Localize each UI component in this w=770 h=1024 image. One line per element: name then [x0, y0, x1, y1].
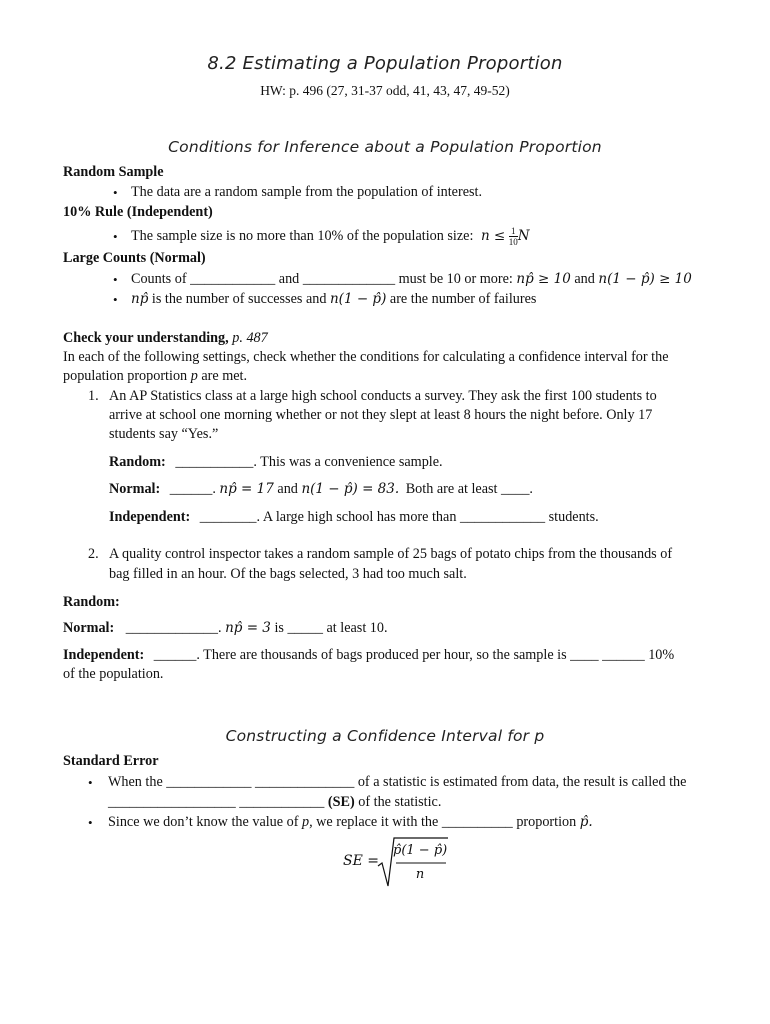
ten-percent-fraction	[509, 226, 518, 247]
q1-random	[109, 453, 443, 472]
q1-normal-math-1: np̂ = 17	[219, 481, 274, 497]
q1-line-3: students say “Yes.”	[109, 426, 219, 442]
intro-p: p	[190, 368, 198, 384]
q2-independent-line-2: of the population.	[63, 666, 164, 682]
q2-normal	[63, 619, 388, 638]
check-heading	[63, 329, 268, 348]
se-bullet-2-text-b: we replace it with the __________ proportion	[316, 814, 577, 830]
large-counts-text: Counts of ____________ and _____________ must be 10 or more:	[131, 271, 513, 287]
q1-independent	[109, 508, 599, 527]
fraction-numerator: 1	[509, 226, 518, 237]
q2-random-label: Random:	[63, 594, 120, 610]
se-bullet-2-p: p,	[301, 814, 313, 830]
q2-independent	[63, 646, 674, 665]
intro-text-end: are met.	[201, 368, 248, 384]
q1-normal-label: Normal:	[109, 481, 161, 497]
q2-independent-text: ______. There are thousands of bags produced per hour, so the sample is ____ ______ 10%	[153, 647, 675, 663]
ten-percent-bullet	[131, 226, 530, 247]
large-counts-bullet-2	[131, 290, 536, 309]
bullet-icon: •	[88, 815, 93, 830]
q1-random-text: ___________. This was a convenience sample.	[175, 454, 443, 470]
q2-line-1: A quality control inspector takes a random sample of 25 bags of potato chips from the thousands of	[109, 546, 673, 562]
successes-math: np̂	[131, 291, 149, 307]
bullet-icon: •	[88, 775, 93, 790]
standard-error-label: Standard Error	[63, 753, 159, 769]
q1-independent-label: Independent:	[109, 509, 191, 525]
formula-denominator: n	[415, 867, 425, 882]
random-sample-bullet: The data are a random sample from the population of interest.	[131, 184, 483, 200]
large-counts-math-1: np̂ ≥ 10	[516, 271, 571, 287]
q2-normal-label: Normal:	[63, 620, 115, 636]
ten-percent-math-N: N	[517, 227, 530, 244]
bullet-icon: •	[113, 229, 118, 244]
q1-independent-text: ________. A large high school has more than	[199, 509, 457, 525]
se-bullet-2-phat: p̂.	[579, 814, 593, 830]
q1-line-1: An AP Statistics class at a large high school conducts a survey. They ask the first 100 students to	[109, 388, 657, 404]
check-intro-line-1: In each of the following settings, check whether the conditions for calculating a confidence interval for the	[63, 349, 669, 365]
bullet-icon: •	[113, 272, 118, 287]
constructing-heading: Constructing a Confidence Interval for p	[225, 727, 545, 745]
se-blanks: __________________ ____________	[108, 794, 325, 810]
conditions-heading: Conditions for Inference about a Population Proportion	[168, 138, 602, 156]
q2-normal-text: is _____ at least 10.	[274, 620, 388, 636]
se-bullet-1-line-1: When the ____________ ______________ of a statistic is estimated from data, the result is called the	[108, 774, 687, 790]
large-counts-bullet-1	[131, 270, 692, 289]
q2-line-2: bag filled in an hour. Of the bags selected, 3 had too much salt.	[109, 566, 467, 582]
check-intro-line-2	[63, 367, 247, 386]
random-sample-label: Random Sample	[63, 164, 164, 180]
q1-line-2: arrive at school one morning whether or not they slept at least 8 hours the night before. Only 17	[109, 407, 653, 423]
ten-percent-label: 10% Rule (Independent)	[63, 204, 213, 220]
large-counts-label: Large Counts (Normal)	[63, 250, 206, 266]
q1-independent-text-end: students.	[548, 509, 599, 525]
check-heading-bold: Check your understanding,	[63, 330, 229, 346]
se-text: of the statistic.	[358, 794, 442, 810]
q2-normal-blank: _____________.	[125, 620, 222, 636]
failures-text: are the number of failures	[389, 291, 537, 307]
large-counts-and: and	[574, 271, 595, 287]
q1-normal	[109, 480, 533, 499]
q2-normal-math: np̂ = 3	[225, 620, 271, 636]
ten-percent-text: The sample size is no more than 10% of the population size:	[131, 227, 474, 244]
failures-math: n(1 − p̂)	[329, 291, 387, 307]
se-bullet-2	[108, 813, 593, 832]
se-bullet-2-text: Since we don’t know the value of	[108, 814, 299, 830]
q1-normal-and: and	[277, 481, 298, 497]
ten-percent-math-n: n ≤	[480, 227, 506, 244]
q1-number: 1.	[88, 388, 99, 404]
q2-independent-label: Independent:	[63, 647, 145, 663]
check-heading-page: p. 487	[232, 330, 268, 346]
q1-normal-math-2: n(1 − p̂) = 83.	[301, 481, 400, 497]
q1-independent-blank: ____________	[459, 509, 546, 525]
se-bullet-1-line-2	[108, 793, 441, 812]
homework-line: HW: p. 496 (27, 31-37 odd, 41, 43, 47, 49-52)	[260, 83, 510, 98]
q1-normal-blank: ______.	[169, 481, 216, 497]
se-abbrev: (SE)	[327, 794, 355, 810]
bullet-icon: •	[113, 185, 118, 200]
formula-numerator: p̂(1 − p̂)	[393, 843, 448, 858]
q2-number: 2.	[88, 546, 99, 562]
q1-random-label: Random:	[109, 454, 166, 470]
bullet-icon: •	[113, 292, 118, 307]
successes-text: is the number of successes and	[151, 291, 327, 307]
intro-text: population proportion	[63, 368, 188, 384]
page-title: 8.2 Estimating a Population Proportion	[207, 53, 563, 74]
q1-normal-text: Both are at least ____.	[405, 481, 533, 497]
fraction-denominator: 10	[508, 237, 518, 247]
formula-lhs: SE =	[343, 853, 379, 869]
large-counts-math-2: n(1 − p̂) ≥ 10	[598, 271, 692, 287]
